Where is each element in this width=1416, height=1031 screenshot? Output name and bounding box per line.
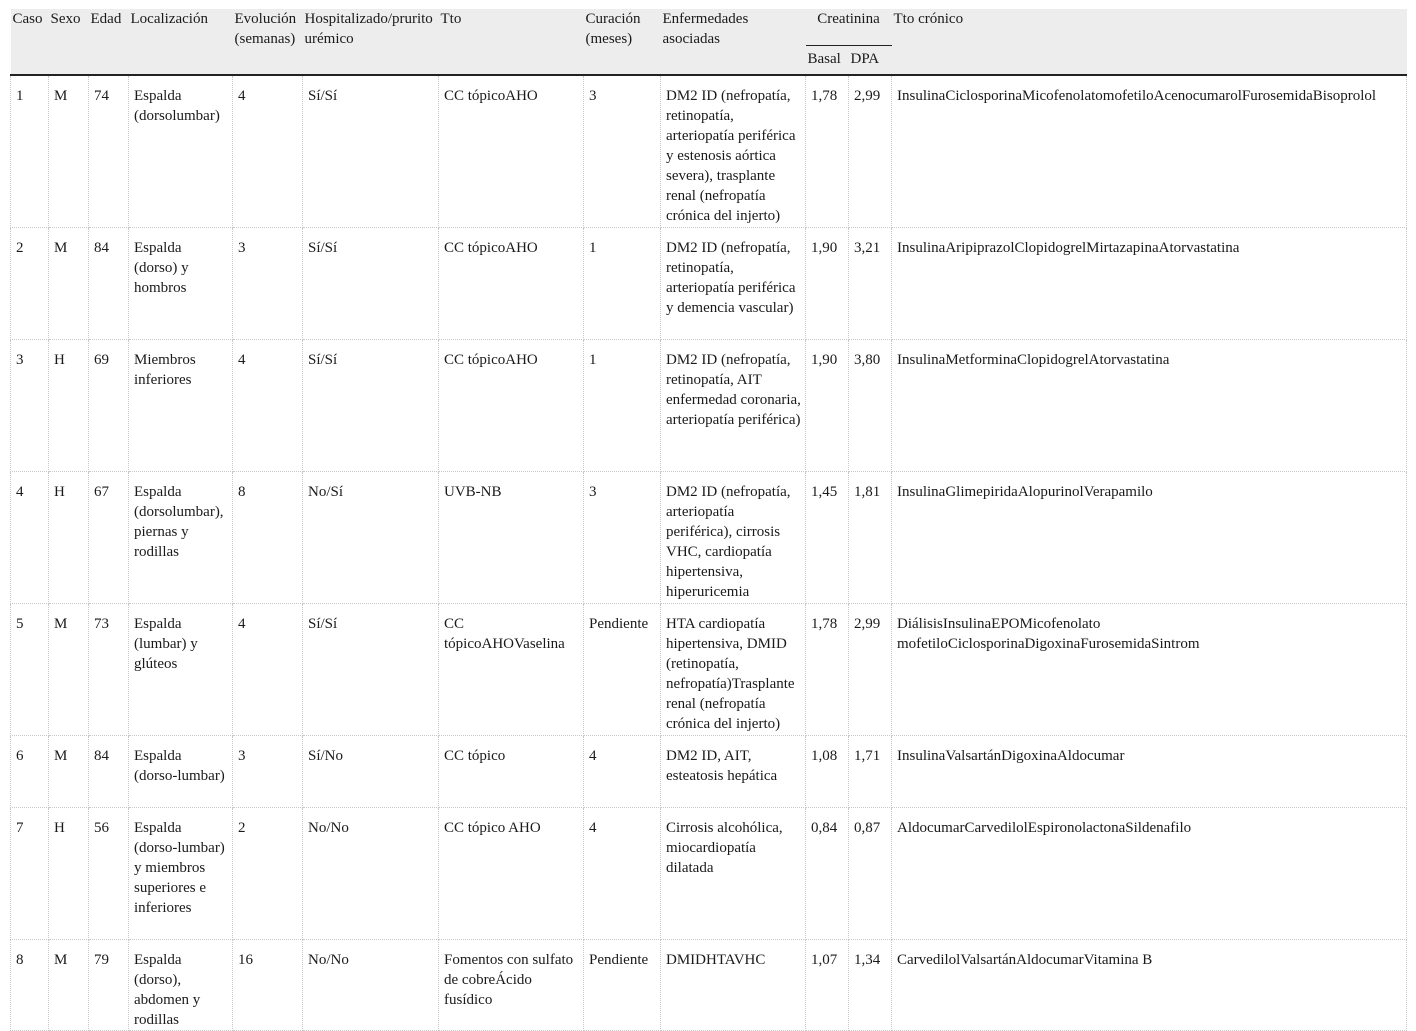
cell-sexo: M	[49, 940, 89, 1031]
cell-curacion: Pendiente	[584, 940, 661, 1031]
cell-dpa: 2,99	[849, 75, 892, 228]
cell-basal: 1,90	[806, 340, 849, 472]
cell-tto-cronico: InsulinaValsartánDigoxinaAldocumar	[892, 736, 1407, 808]
cell-curacion: 3	[584, 472, 661, 604]
cell-dpa: 3,21	[849, 228, 892, 340]
header-curacion: Curación (meses)	[584, 9, 661, 75]
table-body	[11, 75, 1407, 1031]
clinical-cases-table-container	[10, 9, 1406, 1031]
cell-hospitalizado: Sí/Sí	[303, 75, 439, 228]
header-enfermedades: Enfermedades asociadas	[661, 9, 806, 75]
cell-hospitalizado: No/Sí	[303, 472, 439, 604]
cell-localizacion: Espalda (dorsolumbar), piernas y rodillas	[129, 472, 233, 604]
cell-hospitalizado: Sí/Sí	[303, 228, 439, 340]
cell-edad: 56	[89, 808, 129, 940]
cell-edad: 79	[89, 940, 129, 1031]
cell-basal: 1,90	[806, 228, 849, 340]
cell-tto-cronico: AldocumarCarvedilolEspironolactonaSildenafilo	[892, 808, 1407, 940]
cell-edad: 67	[89, 472, 129, 604]
cell-dpa: 3,80	[849, 340, 892, 472]
cell-edad: 73	[89, 604, 129, 736]
cell-sexo: M	[49, 604, 89, 736]
header-caso: Caso	[11, 9, 49, 75]
cell-hospitalizado: Sí/Sí	[303, 340, 439, 472]
cell-curacion: 1	[584, 228, 661, 340]
header-tto: Tto	[439, 9, 584, 75]
cell-caso: 3	[11, 340, 49, 472]
cell-enfermedades: DM2 ID (nefropatía, retinopatía, arteriopatía periférica y estenosis aórtica severa), trasplante renal (nefropatía crónica del injerto)	[661, 75, 806, 228]
cell-tto-cronico: DiálisisInsulinaEPOMicofenolato mofetiloCiclosporinaDigoxinaFurosemidaSintrom	[892, 604, 1407, 736]
table-row	[11, 228, 1407, 340]
table-row	[11, 340, 1407, 472]
cell-caso: 5	[11, 604, 49, 736]
header-dpa: DPA	[849, 46, 892, 76]
cell-localizacion: Espalda (dorso-lumbar)	[129, 736, 233, 808]
cell-enfermedades: DMIDHTAVHC	[661, 940, 806, 1031]
clinical-cases-table	[10, 9, 1407, 1031]
cell-curacion: 4	[584, 736, 661, 808]
cell-tto-cronico: InsulinaAripiprazolClopidogrelMirtazapinaAtorvastatina	[892, 228, 1407, 340]
cell-tto-cronico: InsulinaGlimepiridaAlopurinolVerapamilo	[892, 472, 1407, 604]
cell-hospitalizado: No/No	[303, 808, 439, 940]
cell-edad: 84	[89, 228, 129, 340]
cell-hospitalizado: Sí/Sí	[303, 604, 439, 736]
header-hospitalizado: Hospitalizado/prurito urémico	[303, 9, 439, 75]
cell-localizacion: Espalda (dorso), abdomen y rodillas	[129, 940, 233, 1031]
cell-enfermedades: HTA cardiopatía hipertensiva, DMID (retinopatía, nefropatía)Trasplante renal (nefropatía crónica del injerto)	[661, 604, 806, 736]
cell-curacion: Pendiente	[584, 604, 661, 736]
cell-sexo: H	[49, 808, 89, 940]
cell-localizacion: Espalda (dorsolumbar)	[129, 75, 233, 228]
cell-curacion: 3	[584, 75, 661, 228]
cell-hospitalizado: Sí/No	[303, 736, 439, 808]
cell-edad: 84	[89, 736, 129, 808]
cell-caso: 2	[11, 228, 49, 340]
header-localizacion: Localización	[129, 9, 233, 75]
cell-sexo: H	[49, 472, 89, 604]
cell-localizacion: Espalda (lumbar) y glúteos	[129, 604, 233, 736]
cell-evolucion: 4	[233, 340, 303, 472]
table-row	[11, 736, 1407, 808]
cell-enfermedades: Cirrosis alcohólica, miocardiopatía dilatada	[661, 808, 806, 940]
cell-dpa: 1,71	[849, 736, 892, 808]
cell-tto: CC tópicoAHOVaselina	[439, 604, 584, 736]
cell-basal: 1,78	[806, 604, 849, 736]
cell-caso: 1	[11, 75, 49, 228]
cell-basal: 1,45	[806, 472, 849, 604]
cell-tto: CC tópicoAHO	[439, 75, 584, 228]
cell-tto: CC tópicoAHO	[439, 340, 584, 472]
cell-evolucion: 4	[233, 604, 303, 736]
cell-basal: 1,78	[806, 75, 849, 228]
cell-sexo: M	[49, 736, 89, 808]
cell-tto: CC tópico AHO	[439, 808, 584, 940]
cell-evolucion: 8	[233, 472, 303, 604]
cell-sexo: M	[49, 228, 89, 340]
cell-localizacion: Miembros inferiores	[129, 340, 233, 472]
header-sexo: Sexo	[49, 9, 89, 75]
header-evolucion: Evolución (semanas)	[233, 9, 303, 75]
cell-caso: 4	[11, 472, 49, 604]
header-tto-cronico: Tto crónico	[892, 9, 1407, 75]
cell-dpa: 0,87	[849, 808, 892, 940]
cell-basal: 0,84	[806, 808, 849, 940]
cell-caso: 8	[11, 940, 49, 1031]
cell-tto-cronico: InsulinaCiclosporinaMicofenolatomofetiloAcenocumarolFurosemidaBisoprolol	[892, 75, 1407, 228]
cell-enfermedades: DM2 ID (nefropatía, retinopatía, AIT enfermedad coronaria, arteriopatía periférica)	[661, 340, 806, 472]
cell-tto-cronico: CarvedilolValsartánAldocumarVitamina B	[892, 940, 1407, 1031]
cell-caso: 7	[11, 808, 49, 940]
cell-evolucion: 2	[233, 808, 303, 940]
cell-sexo: M	[49, 75, 89, 228]
cell-basal: 1,08	[806, 736, 849, 808]
header-basal: Basal	[806, 46, 849, 76]
cell-enfermedades: DM2 ID (nefropatía, arteriopatía periférica), cirrosis VHC, cardiopatía hipertensiva, hiperuricemia	[661, 472, 806, 604]
cell-sexo: H	[49, 340, 89, 472]
cell-dpa: 1,34	[849, 940, 892, 1031]
table-header	[11, 9, 1407, 75]
cell-evolucion: 3	[233, 736, 303, 808]
table-row	[11, 604, 1407, 736]
cell-evolucion: 16	[233, 940, 303, 1031]
cell-evolucion: 3	[233, 228, 303, 340]
cell-tto: CC tópico	[439, 736, 584, 808]
cell-dpa: 2,99	[849, 604, 892, 736]
cell-curacion: 1	[584, 340, 661, 472]
cell-evolucion: 4	[233, 75, 303, 228]
cell-enfermedades: DM2 ID (nefropatía, retinopatía, arteriopatía periférica y demencia vascular)	[661, 228, 806, 340]
table-row	[11, 472, 1407, 604]
cell-caso: 6	[11, 736, 49, 808]
cell-localizacion: Espalda (dorso-lumbar) y miembros superiores e inferiores	[129, 808, 233, 940]
table-row	[11, 75, 1407, 228]
cell-tto: UVB-NB	[439, 472, 584, 604]
cell-curacion: 4	[584, 808, 661, 940]
cell-tto: Fomentos con sulfato de cobreÁcido fusídico	[439, 940, 584, 1031]
header-edad: Edad	[89, 9, 129, 75]
header-creatinina: Creatinina	[806, 9, 892, 46]
table-row	[11, 808, 1407, 940]
cell-tto: CC tópicoAHO	[439, 228, 584, 340]
cell-dpa: 1,81	[849, 472, 892, 604]
cell-basal: 1,07	[806, 940, 849, 1031]
cell-tto-cronico: InsulinaMetforminaClopidogrelAtorvastatina	[892, 340, 1407, 472]
table-row	[11, 940, 1407, 1031]
cell-edad: 69	[89, 340, 129, 472]
cell-localizacion: Espalda (dorso) y hombros	[129, 228, 233, 340]
cell-edad: 74	[89, 75, 129, 228]
cell-enfermedades: DM2 ID, AIT, esteatosis hepática	[661, 736, 806, 808]
cell-hospitalizado: No/No	[303, 940, 439, 1031]
